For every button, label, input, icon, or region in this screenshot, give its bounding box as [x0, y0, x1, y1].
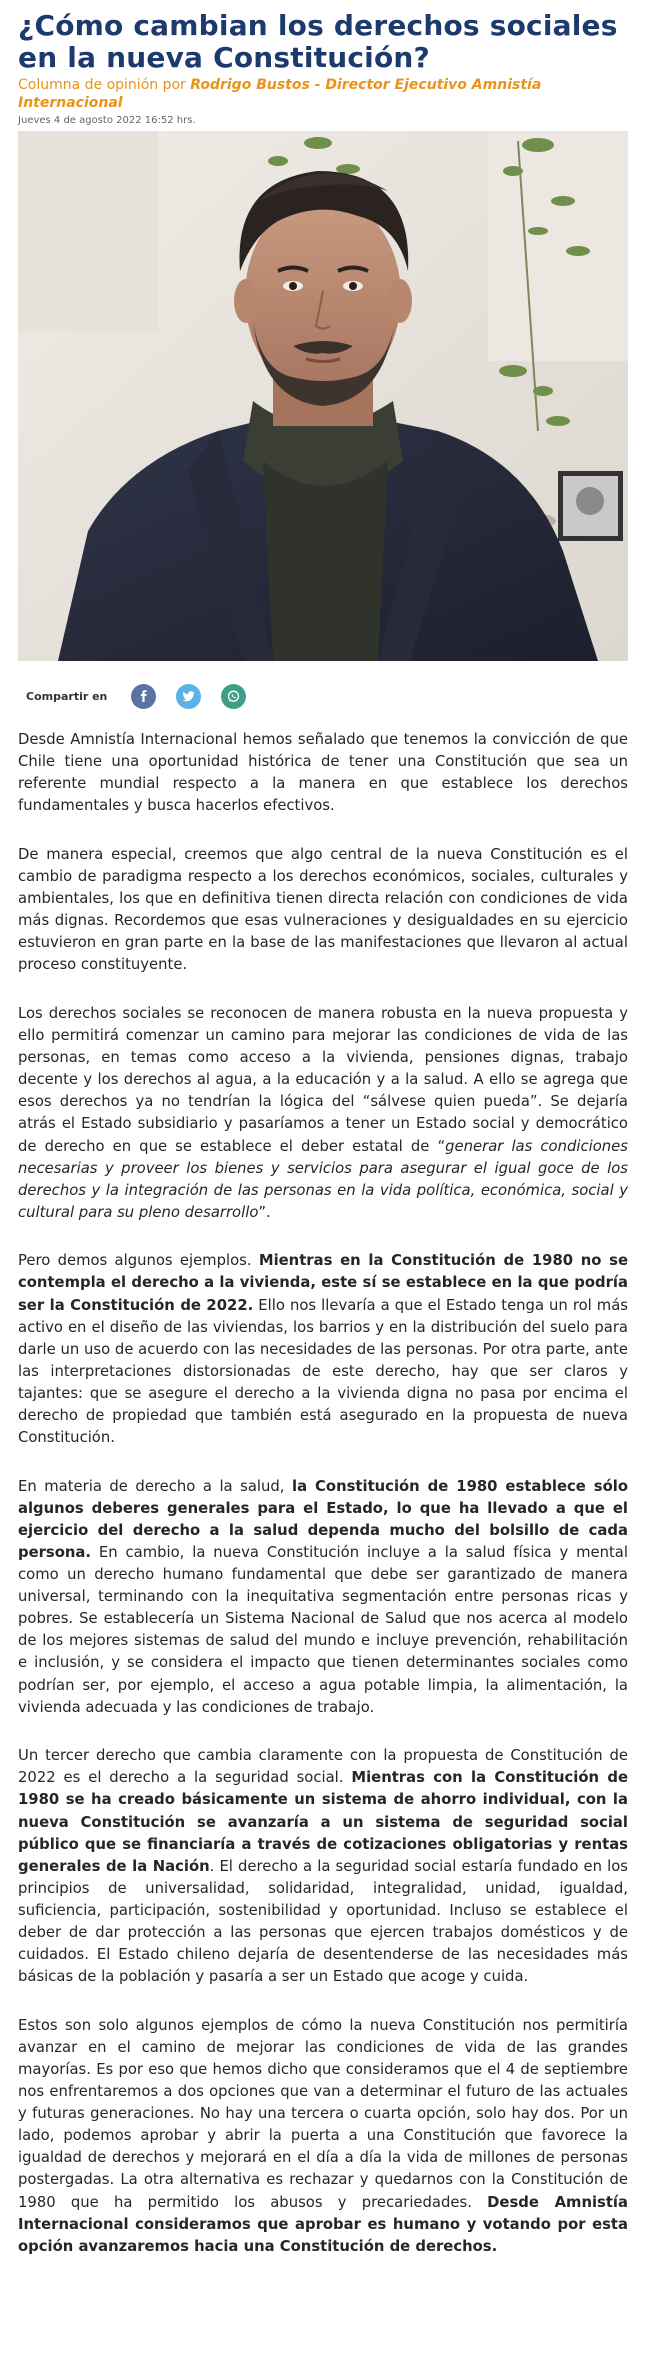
article-body: [18, 729, 628, 2258]
text-run: . El derecho a la seguridad social estaría fundado en los principios de universalidad, solidaridad, integralidad, unidad, igualdad, suficiencia, participación, sostenibilidad y oportunidad. Incluso se establece el deber de dar protección a las personas que ejercen trabajos domésticos y de cuidados. El Estado chileno dejaría de desentenderse de las necesidades más básicas de la población y pasaría a ser un Estado que acoge y cuida.: [18, 1857, 629, 1986]
twitter-icon[interactable]: [176, 684, 201, 709]
article-container: [18, 10, 628, 2284]
share-bar: [18, 683, 628, 709]
paragraph: [18, 1003, 628, 1224]
whatsapp-icon[interactable]: [221, 684, 246, 709]
page-title: ¿Cómo cambian los derechos sociales en la nueva Constitución?: [18, 9, 618, 74]
text-run: En cambio, la nueva Constitución incluye a la salud física y mental como un derecho humano fundamental que debe ser garantizado de manera universal, terminando con la inequitativa segmentación entre personas ricas y pobres. Se establecería un Sistema Nacional de Salud que nos acerca al modelo de los mejores sistemas de salud del mundo e incluye prevención, rehabilitación e inclusión, y se considera el impacto que tienen determinantes sociales como podrían ser, por ejemplo, el acceso a agua potable limpia, la alimentación, la vivienda adecuada y las condiciones de trabajo.: [18, 1544, 628, 1716]
paragraph: [18, 1250, 628, 1449]
text-run: ”.: [258, 1203, 271, 1221]
byline-prefix: Columna de opinión por: [18, 77, 191, 93]
byline: [18, 76, 628, 112]
bold-text: Mientras en la Constitución de 1980 no se contempla el derecho a la vivienda, este sí se establece en la que podría ser la Constitución de 2022.: [18, 1252, 629, 1314]
paragraph: De manera especial, creemos que algo central de la nueva Constitución es el cambio de paradigma respecto a los derechos económicos, sociales, culturales y ambientales, los que en definitiva tienen directa relación con condiciones de vida más dignas. Recordemos que esas vulneraciones y desigualdades en su ejercicio estuvieron en gran parte en la base de las manifestaciones que llevaron al actual proceso constituyente.: [18, 845, 628, 974]
text-run: Pero demos algunos ejemplos.: [18, 1252, 259, 1270]
bold-text: la Constitución de 1980 establece sólo algunos deberes generales para el Estado, lo que ha llevado a que el ejercicio del derecho a la salud dependa mucho del bolsillo de cada persona.: [18, 1477, 628, 1561]
quote-text: generar las condiciones necesarias y proveer los bienes y servicios para asegurar el igual goce de los derechos y la integración de las personas en la vida política, económica, social y cultural para su pleno desarrollo: [18, 1137, 628, 1221]
paragraph: Desde Amnistía Internacional hemos señalado que tenemos la convicción de que Chile tiene una oportunidad histórica de tener una Constitución que sea un referente mundial respecto a la manera en que establece los derechos fundamentales y busca hacerlos efectivos.: [18, 731, 628, 815]
share-label: Compartir en: [26, 689, 108, 703]
text-run: En materia de derecho a la salud,: [18, 1477, 293, 1495]
paragraph: [18, 2015, 628, 2258]
paragraph: [18, 1476, 628, 1719]
publish-date: Jueves 4 de agosto 2022 16:52 hrs.: [18, 115, 196, 126]
text-run: Un tercer derecho que cambia claramente con la propuesta de Constitución de 2022 es el derecho a la seguridad social.: [18, 1747, 628, 1787]
bold-text: Desde Amnistía Internacional consideramos que aprobar es humano y votando por esta opción avanzaremos hacia una Constitución de derechos.: [18, 2193, 628, 2255]
text-run: Los derechos sociales se reconocen de manera robusta en la nueva propuesta y ello permitirá comenzar un camino para mejorar las condiciones de vida de las personas, en temas como acceso a la vivienda, pensiones dignas, trabajo decente y los derechos al agua, a la educación y a la salud. A ello se agrega que esos derechos ya no tendrían la lógica del “sálvese quien pueda”. Se dejaría atrás el Estado subsidiario y pasaríamos a tener un Estado social y democrático de derecho en que se establece el deber estatal de “: [18, 1004, 628, 1155]
author-photo: [18, 131, 628, 661]
text-run: Ello nos llevaría a que el Estado tenga un rol más activo en el diseño de las viviendas, los barrios y en la distribución del suelo para darle un uso de acuerdo con las necesidades de las personas. Por otra parte, ante las interpretaciones distorsionadas de este derecho, hay que ser claros y tajantes: que se asegure el derecho a la vivienda digna no pasa por encima el derecho de propiedad que también está asegurado en la propuesta de nueva Constitución.: [18, 1296, 628, 1447]
author-link[interactable]: Rodrigo Bustos - Director Ejecutivo Amnistía Internacional: [18, 77, 542, 111]
paragraph: [18, 1745, 628, 1988]
text-run: Estos son solo algunos ejemplos de cómo la nueva Constitución nos permitiría avanzar en el camino de mejorar las condiciones de vida de las grandes mayorías. Es por eso que hemos dicho que consideramos que el 4 de septiembre nos enfrentaremos a dos opciones que van a determinar el futuro de las actuales y futuras generaciones. No hay una tercera o cuarta opción, solo hay dos. Por un lado, podemos aprobar y abrir la puerta a una Constitución que favorece la igualdad de derechos y mejorará en el día a día la vida de millones de personas postergadas. La otra alternativa es rechazar y quedarnos con la Constitución de 1980 que ha permitido los abusos y precariedades.: [18, 2016, 628, 2211]
bold-text: Mientras con la Constitución de 1980 se ha creado básicamente un sistema de ahorro individual, con la nueva Constitución se avanzaría a un sistema de seguridad social público que se financiaría a través de cotizaciones obligatorias y rentas generales de la Nación: [18, 1769, 628, 1875]
facebook-icon[interactable]: [131, 684, 156, 709]
